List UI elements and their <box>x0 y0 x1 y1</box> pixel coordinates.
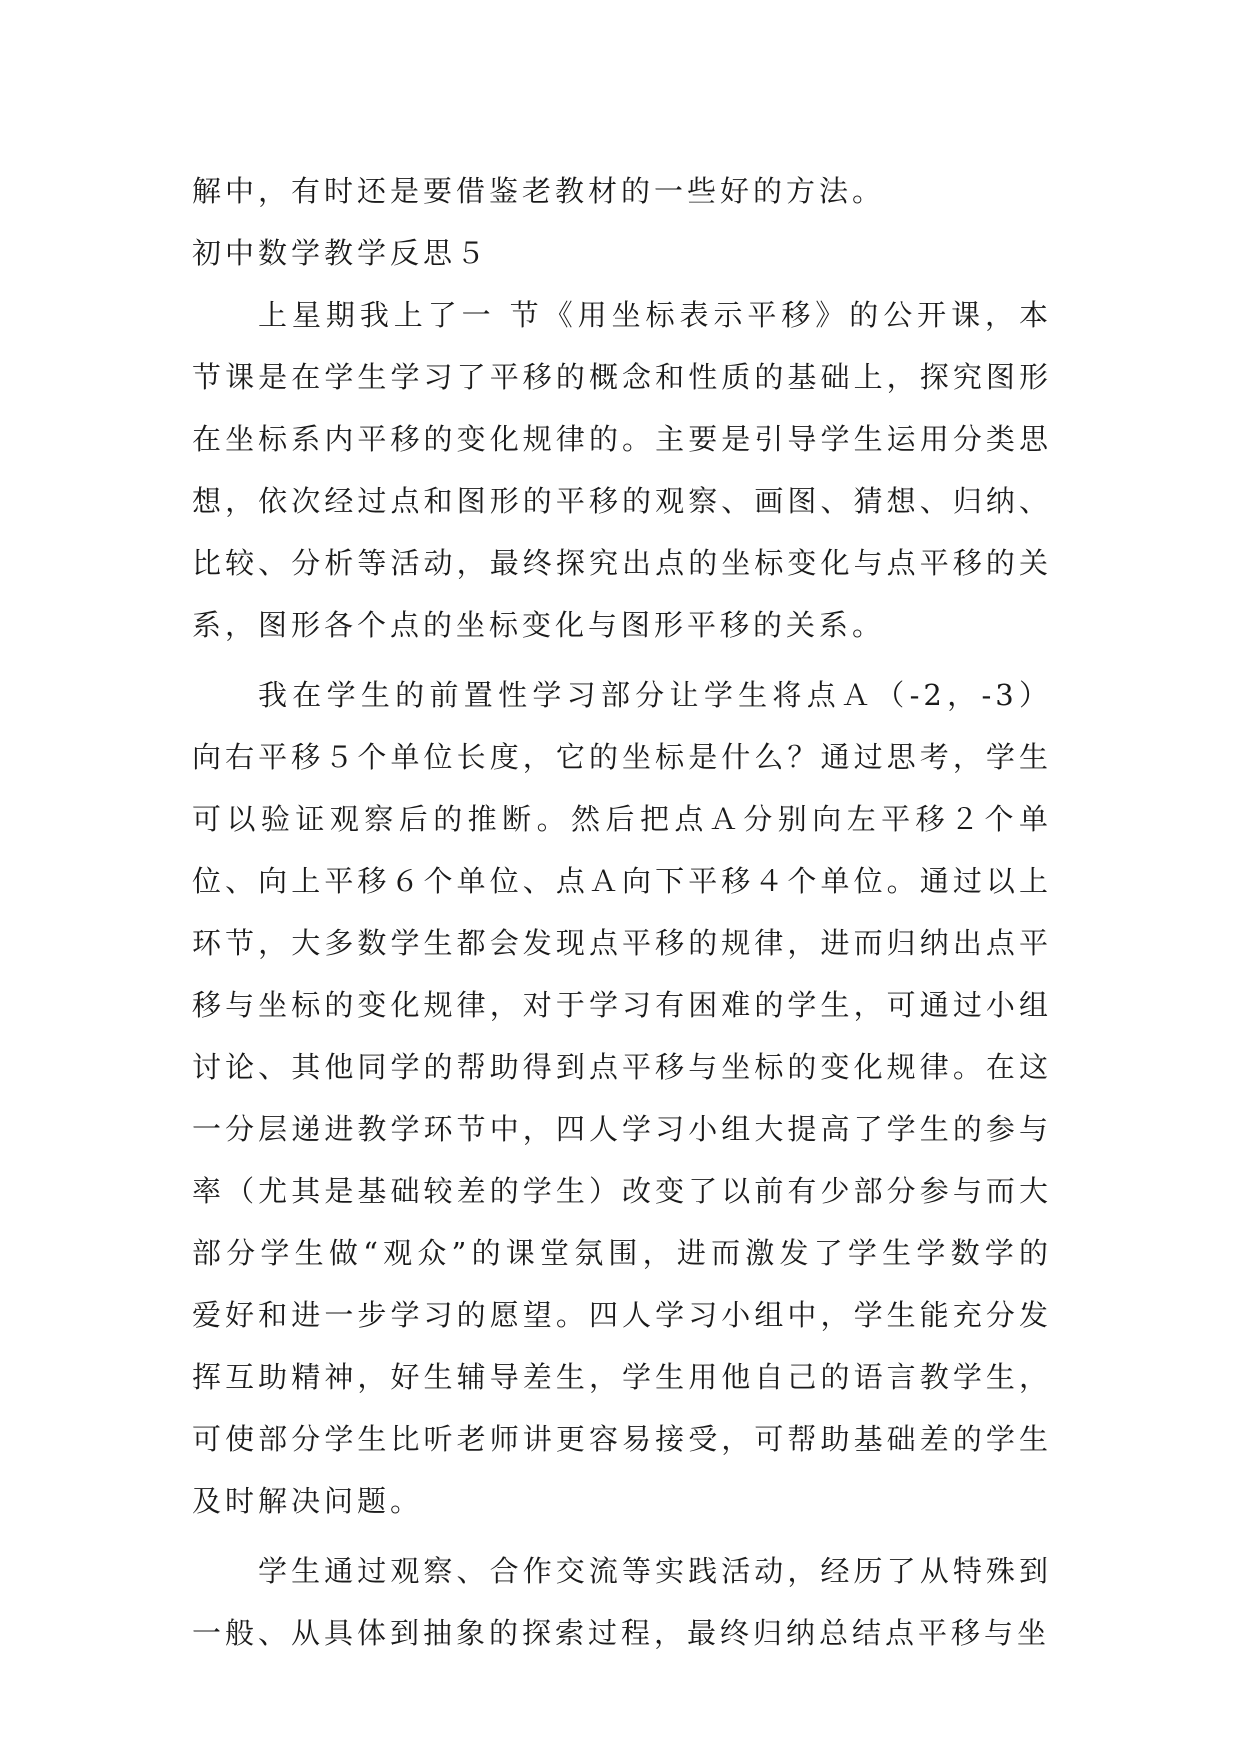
paragraph-2: 我在学生的前置性学习部分让学生将点Ａ（-2，-3）向右平移５个单位长度，它的坐标是什么？通过思考，学生可以验证观察后的推断。然后把点Ａ分别向左平移２个单位、向上平移６个单位、点Ａ向下平移４个单位。通过以上环节，大多数学生都会发现点平移的规律，进而归纳出点平移与坐标的变化规律，对于学习有困难的学生，可通过小组讨论、其他同学的帮助得到点平移与坐标的变化规律。在这一分层递进教学环节中，四人学习小组大提高了学生的参与率（尤其是基础较差的学生）改变了以前有少部分参与而大部分学生做“观众”的课堂氛围，进而激发了学生学数学的爱好和进一步学习的愿望。四人学习小组中，学生能充分发挥互助精神，好生辅导差生，学生用他自己的语言教学生，可使部分学生比听老师讲更容易接受，可帮助基础差的学生及时解决问题。 <box>192 678 1052 1518</box>
paragraph-3: 学生通过观察、合作交流等实践活动，经历了从特殊到一般、从具体到抽象的探索过程，最终归纳总结点平移与坐 <box>192 1554 1052 1650</box>
section-title: 初中数学教学反思５ <box>192 236 490 270</box>
document-body <box>192 160 1052 1664</box>
opening-line: 解中，有时还是要借鉴老教材的一些好的方法。 <box>192 174 886 208</box>
paragraph-1: 上星期我上了一 节《用坐标表示平移》的公开课，本节课是在学生学习了平移的概念和性质的基础上，探究图形在坐标系内平移的变化规律的。主要是引导学生运用分类思想，依次经过点和图形的平移的观察、画图、猜想、归纳、比较、分析等活动，最终探究出点的坐标变化与点平移的关系，图形各个点的坐标变化与图形平移的关系。 <box>192 298 1052 642</box>
